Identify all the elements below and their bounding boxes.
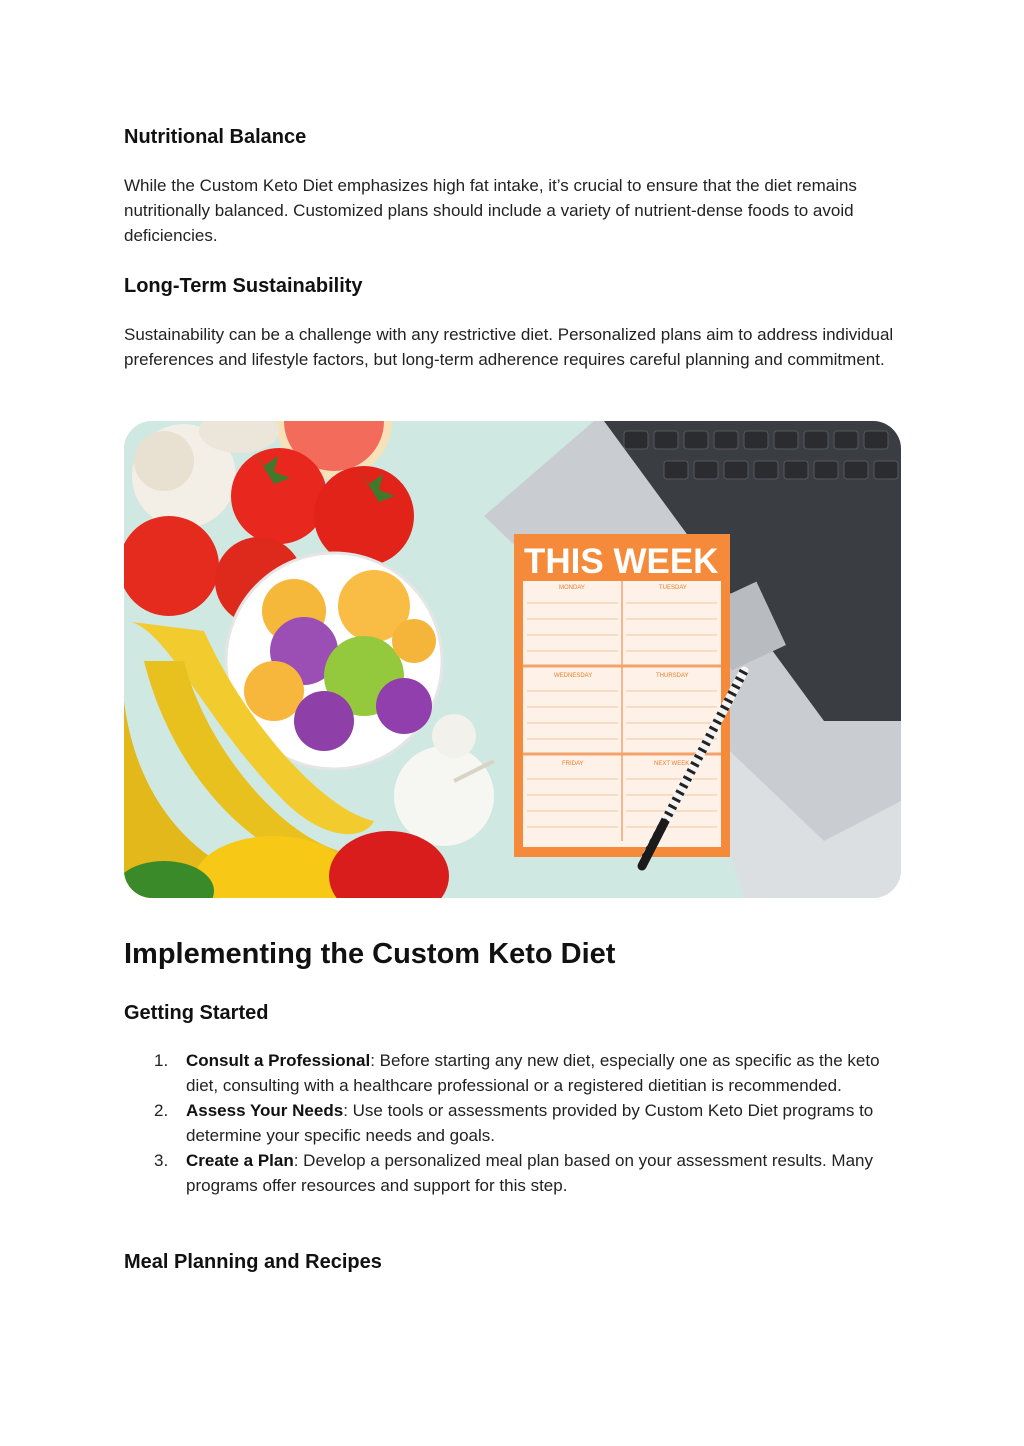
list-item bbox=[124, 1098, 904, 1148]
list-item-bold: Create a Plan bbox=[186, 1151, 294, 1170]
planner-day-1: MONDAY bbox=[559, 585, 585, 591]
list-item-text: : Use tools or assessments provided by Custom Keto Diet programs to determine your specific needs and goals. bbox=[186, 1101, 874, 1145]
list-item bbox=[124, 1148, 904, 1198]
list-item-text: : Before starting any new diet, especially one as specific as the keto diet, consulting with a healthcare professional or a registered dietitian is recommended. bbox=[186, 1051, 880, 1095]
planner-title: THIS WEEK bbox=[524, 542, 719, 581]
paragraph-long-term-sustainability: Sustainability can be a challenge with any restrictive diet. Personalized plans aim to address individual preferences and lifestyle factors, but long-term adherence requires careful planning and commitment. bbox=[124, 325, 894, 369]
keto-photo bbox=[124, 421, 901, 898]
planner-day-5: FRIDAY bbox=[562, 761, 584, 767]
list-item-number: 2. bbox=[154, 1101, 169, 1120]
heading-getting-started: Getting Started bbox=[124, 1002, 269, 1024]
paragraph-nutritional-balance: While the Custom Keto Diet emphasizes high fat intake, it’s crucial to ensure that the diet remains nutritionally balanced. Customized plans should include a variety of nutrient-dense foods to avoid deficiencies. bbox=[124, 176, 857, 245]
heading-nutritional-balance: Nutritional Balance bbox=[124, 126, 307, 148]
heading-long-term-sustainability: Long-Term Sustainability bbox=[124, 275, 363, 297]
section-title-implementing: Implementing the Custom Keto Diet bbox=[124, 938, 616, 970]
list-item-number: 3. bbox=[154, 1151, 169, 1170]
planner-day-6: NEXT WEEK bbox=[654, 761, 690, 767]
planner-illustration bbox=[514, 534, 730, 857]
getting-started-steps bbox=[124, 1048, 904, 1198]
list-item-text: : Develop a personalized meal plan based on your assessment results. Many programs offer resources and support for this step. bbox=[186, 1151, 873, 1195]
planner-day-4: THURSDAY bbox=[656, 673, 689, 679]
list-item-bold: Consult a Professional bbox=[186, 1051, 371, 1070]
planner-day-3: WEDNESDAY bbox=[554, 673, 593, 679]
list-item-number: 1. bbox=[154, 1051, 169, 1070]
list-item bbox=[124, 1048, 904, 1098]
heading-meal-planning: Meal Planning and Recipes bbox=[124, 1251, 382, 1273]
list-item-bold: Assess Your Needs bbox=[186, 1101, 344, 1120]
planner-day-2: TUESDAY bbox=[659, 585, 687, 591]
